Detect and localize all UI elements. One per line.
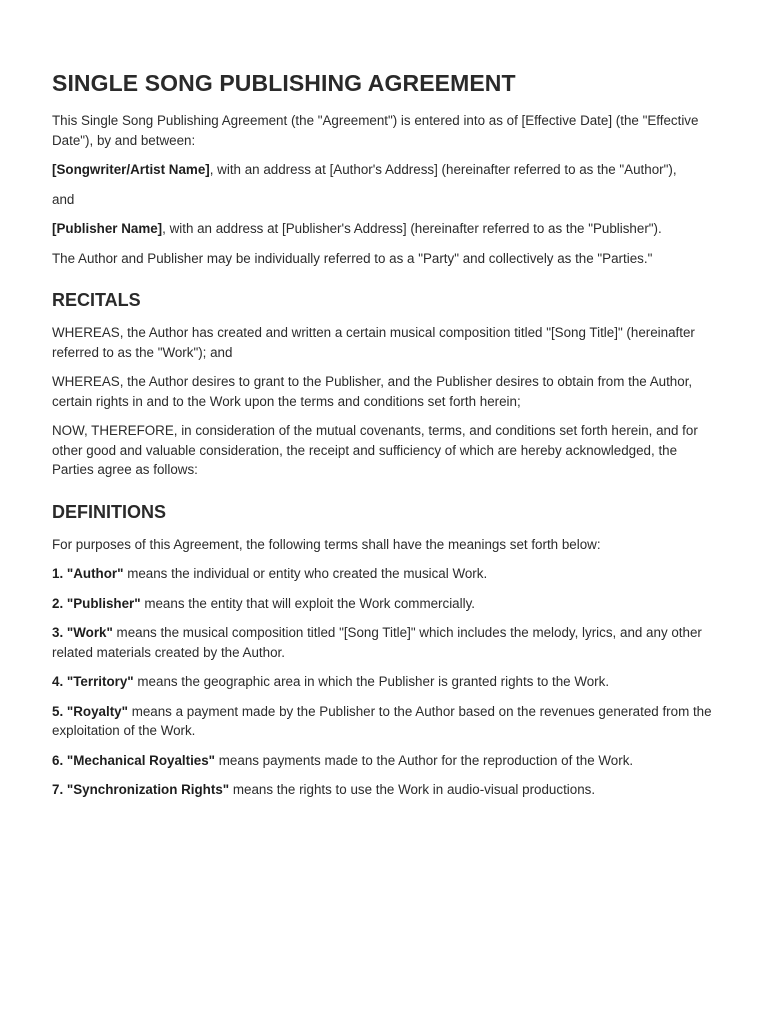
definition-term: 3. "Work" [52,625,113,640]
recital-paragraph: WHEREAS, the Author desires to grant to the Publisher, and the Publisher desires to obtain from the Author, certain rights in and to the Work upon the terms and conditions set forth herein; [52,374,693,409]
parties-paragraph: The Author and Publisher may be individually referred to as a "Party" and collectively as the "Parties." [52,250,653,266]
and-text: and [52,191,75,207]
definition-term: 6. "Mechanical Royalties" [52,752,216,768]
definition-text: means the entity that will exploit the Work commercially. [140,595,476,611]
intro-paragraph: This Single Song Publishing Agreement (the "Agreement") is entered into as of [Effective Date] (the "Effective Date"), by and between: [52,113,699,148]
definition-text: means the rights to use the Work in audio-visual productions. [229,782,596,797]
definitions-intro: For purposes of this Agreement, the following terms shall have the meanings set forth below: [52,536,601,552]
definition-text: means payments made to the Author for the reproduction of the Work. [215,752,634,768]
definitions-section [52,502,718,800]
definition-item [52,564,712,584]
party-author-details: , with an address at [Author's Address] (hereinafter referred to as the "Author"), [209,162,677,177]
recitals-heading: RECITALS [52,290,141,310]
definition-term: 5. "Royalty" [52,703,128,719]
definition-item [52,594,712,614]
definition-item [52,780,712,800]
definition-text: means the individual or entity who created the musical Work. [123,566,488,581]
definition-term: 7. "Synchronization Rights" [52,782,230,797]
definition-text: means the geographic area in which the Publisher is granted rights to the Work. [133,674,610,689]
document-title: SINGLE SONG PUBLISHING AGREEMENT [52,70,516,96]
party-publisher-paragraph [52,219,712,239]
definition-item [52,751,712,771]
definition-text: means the musical composition titled "[Song Title]" which includes the melody, lyrics, and any other related materials created by the Author. [52,625,702,660]
party-author-name: [Songwriter/Artist Name] [52,162,210,177]
recitals-section [52,290,718,480]
definition-item [52,702,712,741]
party-author-paragraph [52,160,712,180]
definition-term: 4. "Territory" [52,674,134,689]
definition-text: means a payment made by the Publisher to the Author based on the revenues generated from the exploitation of the Work. [52,703,712,738]
definitions-heading: DEFINITIONS [52,501,167,522]
definition-term: 2. "Publisher" [52,595,141,611]
party-publisher-name: [Publisher Name] [52,221,163,236]
definition-term: 1. "Author" [52,566,124,581]
recital-paragraph: NOW, THEREFORE, in consideration of the mutual covenants, terms, and conditions set forth herein, and for other good and valuable consideration, the receipt and sufficiency of which are hereby acknowledged, the Parties agree as follows: [52,423,698,477]
definition-item [52,623,712,662]
definition-item [52,672,712,692]
party-publisher-details: , with an address at [Publisher's Address] (hereinafter referred to as the "Publisher"). [162,221,662,236]
recital-paragraph: WHEREAS, the Author has created and written a certain musical composition titled "[Song Title]" (hereinafter referred to as the "Work"); and [52,325,695,360]
